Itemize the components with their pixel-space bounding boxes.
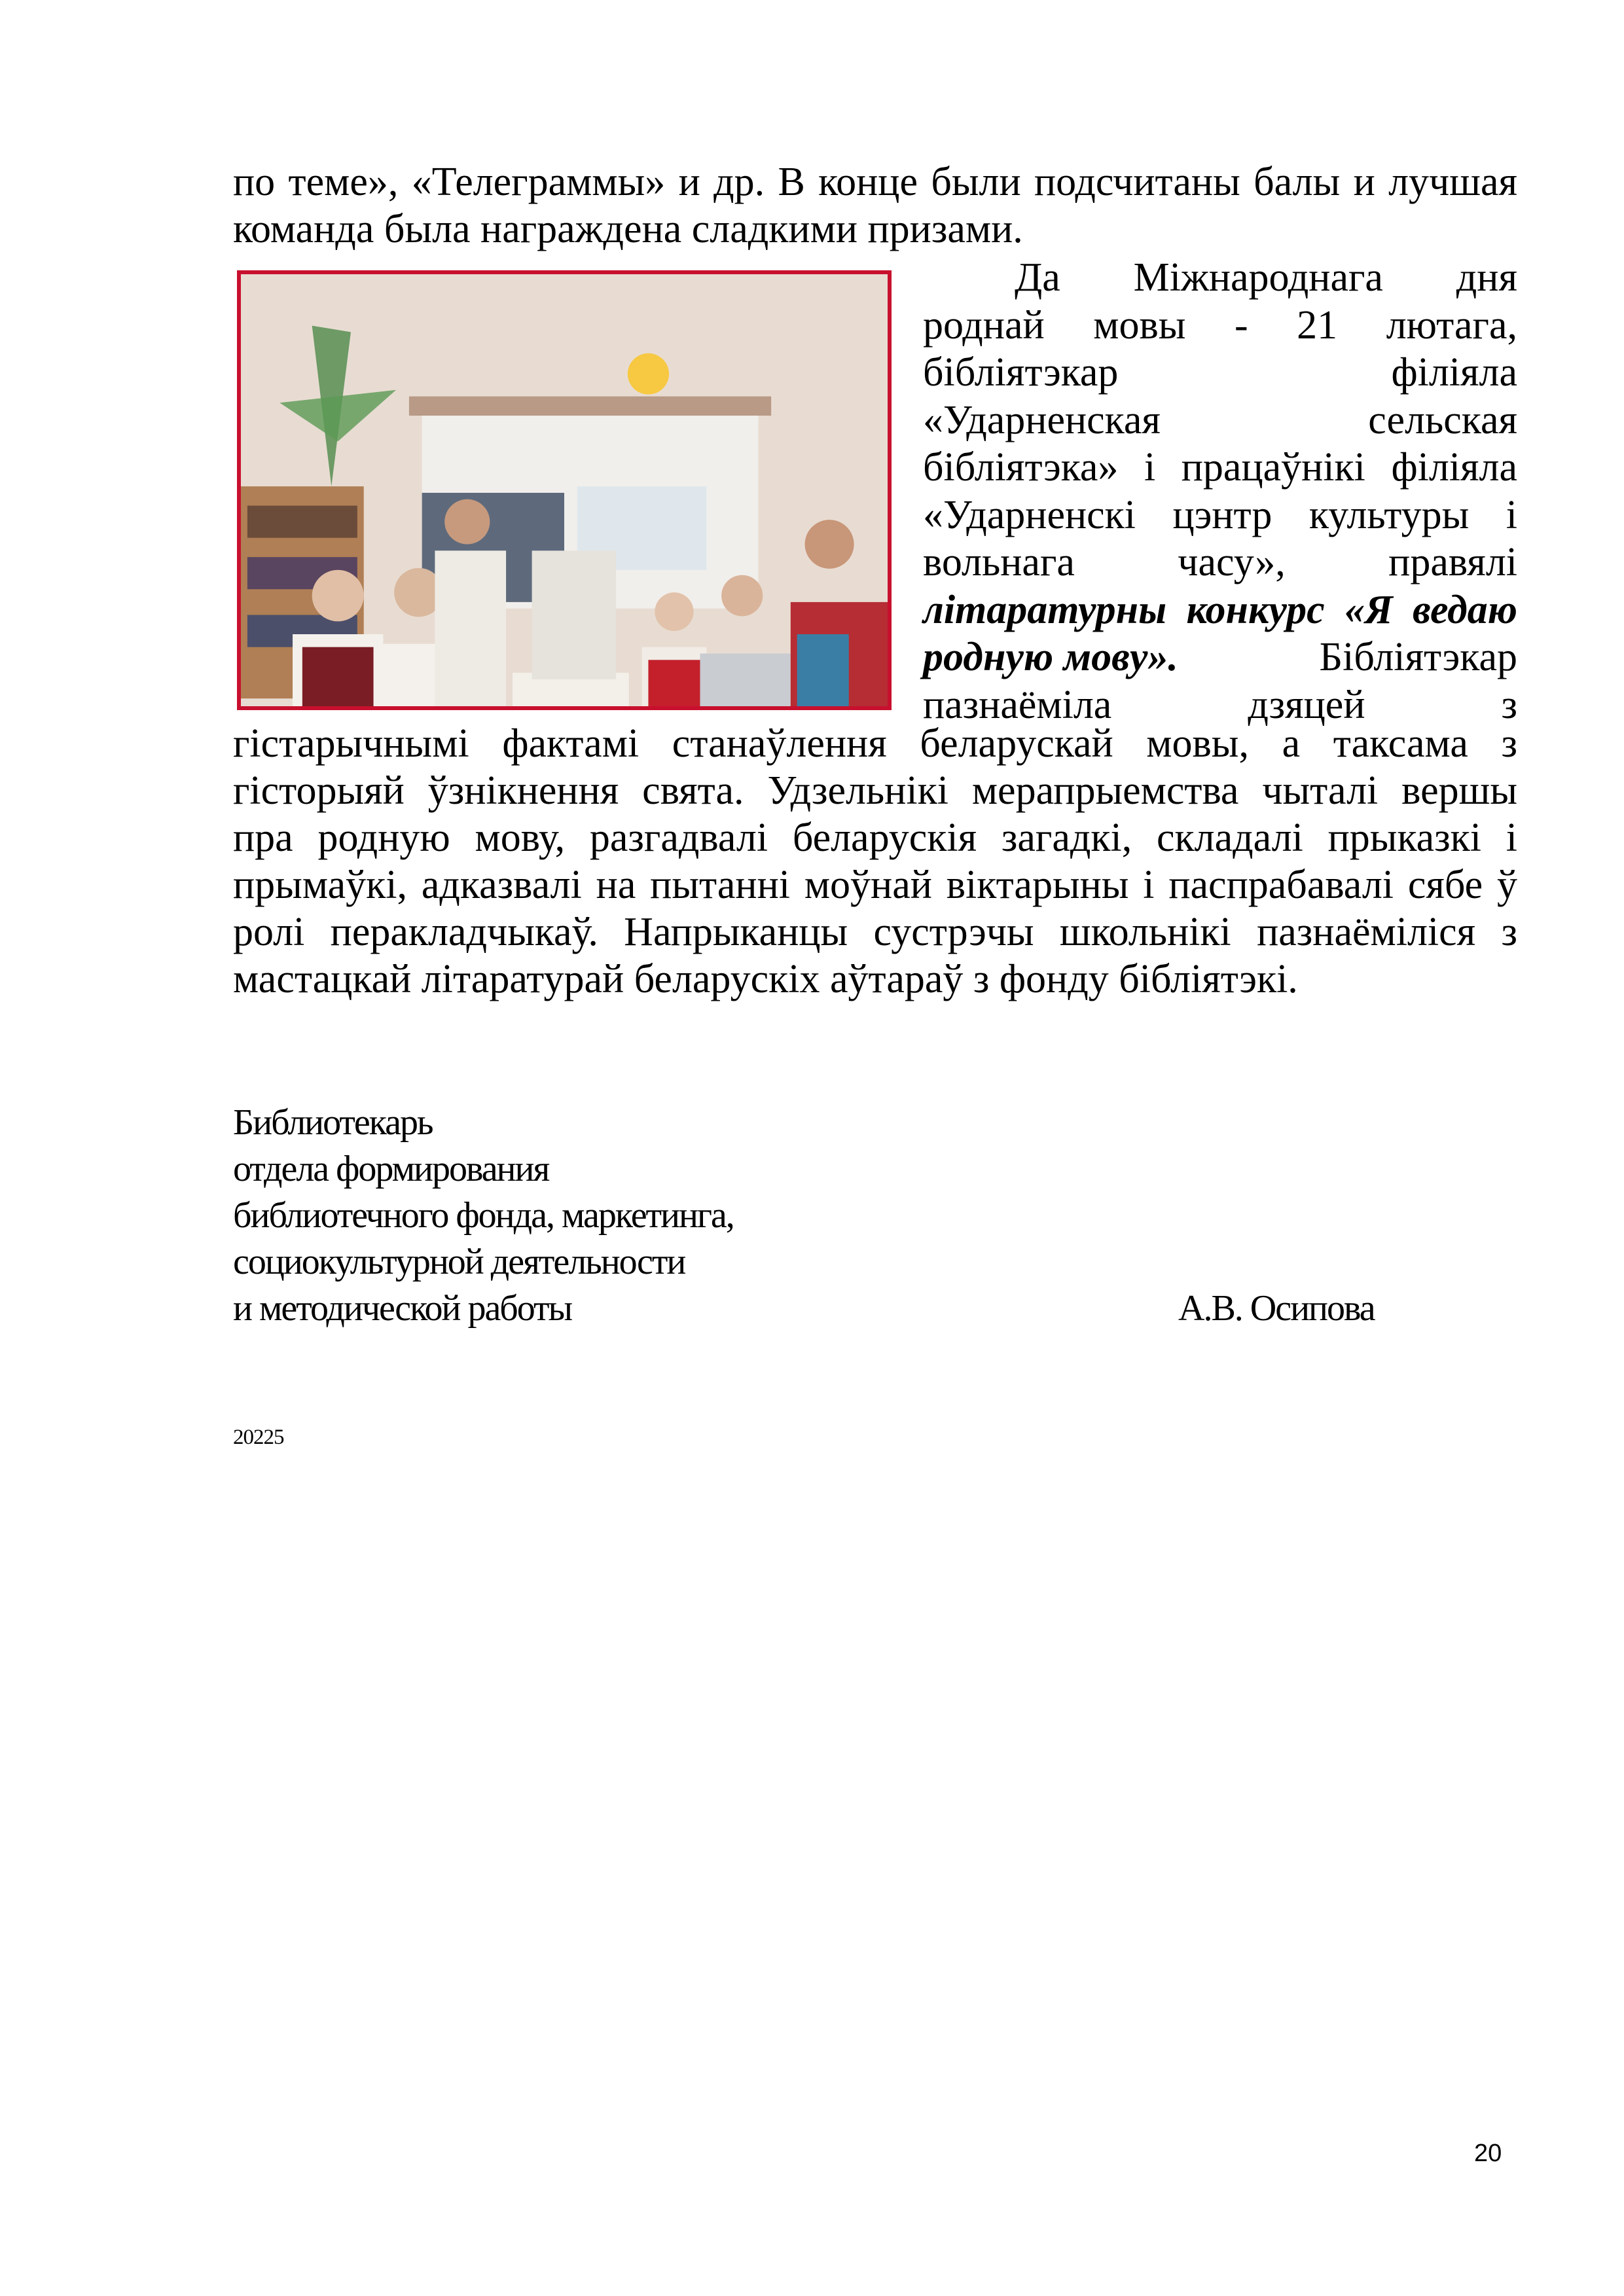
text-word: Бібліятэкар	[1319, 635, 1517, 679]
signature-line: социокультурной деятельности	[233, 1242, 685, 1282]
text-line: роднай мовы - 21 лютага,	[923, 302, 1517, 348]
text-line: пра родную мову, разгадвалі беларускія загадкі, складалі прыказкі і	[233, 816, 1517, 860]
text-line: бібліятэкар філіяла	[923, 350, 1517, 395]
text-line: мастацкай літаратурай беларускіх аўтараў з фонду бібліятэкі.	[233, 957, 1298, 1001]
contest-title-end	[923, 634, 1274, 681]
text-line: «Ударненскі цэнтр культуры і	[923, 492, 1517, 537]
signature-name: А.В. Осипова	[1178, 1288, 1375, 1329]
text-line: прымаўкі, адказвалі на пытанні моўнай віктарыны і паспрабавалі сябе ў	[233, 863, 1517, 907]
text-line: по теме», «Телеграммы» и др. В конце были подсчитаны балы и лучшая	[233, 160, 1517, 204]
contest-title-line: літаратурны конкурс «Я ведаю	[923, 587, 1517, 632]
paragraph-body	[233, 720, 1517, 1003]
date-code: 20225	[233, 1426, 284, 1449]
text-line: гісторыяй ўзнікнення свята. Удзельнікі мерапрыемства чыталі вершы	[233, 768, 1517, 813]
signature-line: библиотечного фонда, маркетинга,	[233, 1195, 734, 1236]
text-line: команда была награждена сладкими призами.	[233, 207, 1023, 251]
text-line: «Ударненская сельская	[923, 397, 1517, 442]
text-line	[923, 634, 1517, 681]
text-line: гістарычнымі фактамі станаўлення беларускай мовы, а таксама з	[233, 721, 1517, 766]
signature-line: отдела формирования	[233, 1149, 549, 1189]
text-line: бібліятэка» і працаўнікі філіяла	[923, 445, 1517, 490]
signature-line: и методической работы	[233, 1288, 572, 1329]
paragraph-intro	[233, 158, 1517, 253]
text-line: ролі перакладчыкаў. Напрыканцы сустрэчы школьнікі пазнаёміліся з	[233, 910, 1517, 954]
text-line: вольнага часу», правялі	[923, 540, 1517, 584]
signature-block	[233, 1100, 734, 1332]
text-line: Да Міжнароднага дня	[1015, 255, 1517, 300]
text-line: пазнаёміла дзяцей з	[923, 682, 1517, 727]
event-photo	[237, 270, 892, 710]
photo-illustration	[241, 274, 888, 706]
paragraph-right-column	[923, 254, 1517, 728]
signature-line: Библиотекарь	[233, 1102, 433, 1143]
contest-title-word: родную мову».	[923, 635, 1178, 679]
page-number: 20	[1474, 2140, 1502, 2167]
